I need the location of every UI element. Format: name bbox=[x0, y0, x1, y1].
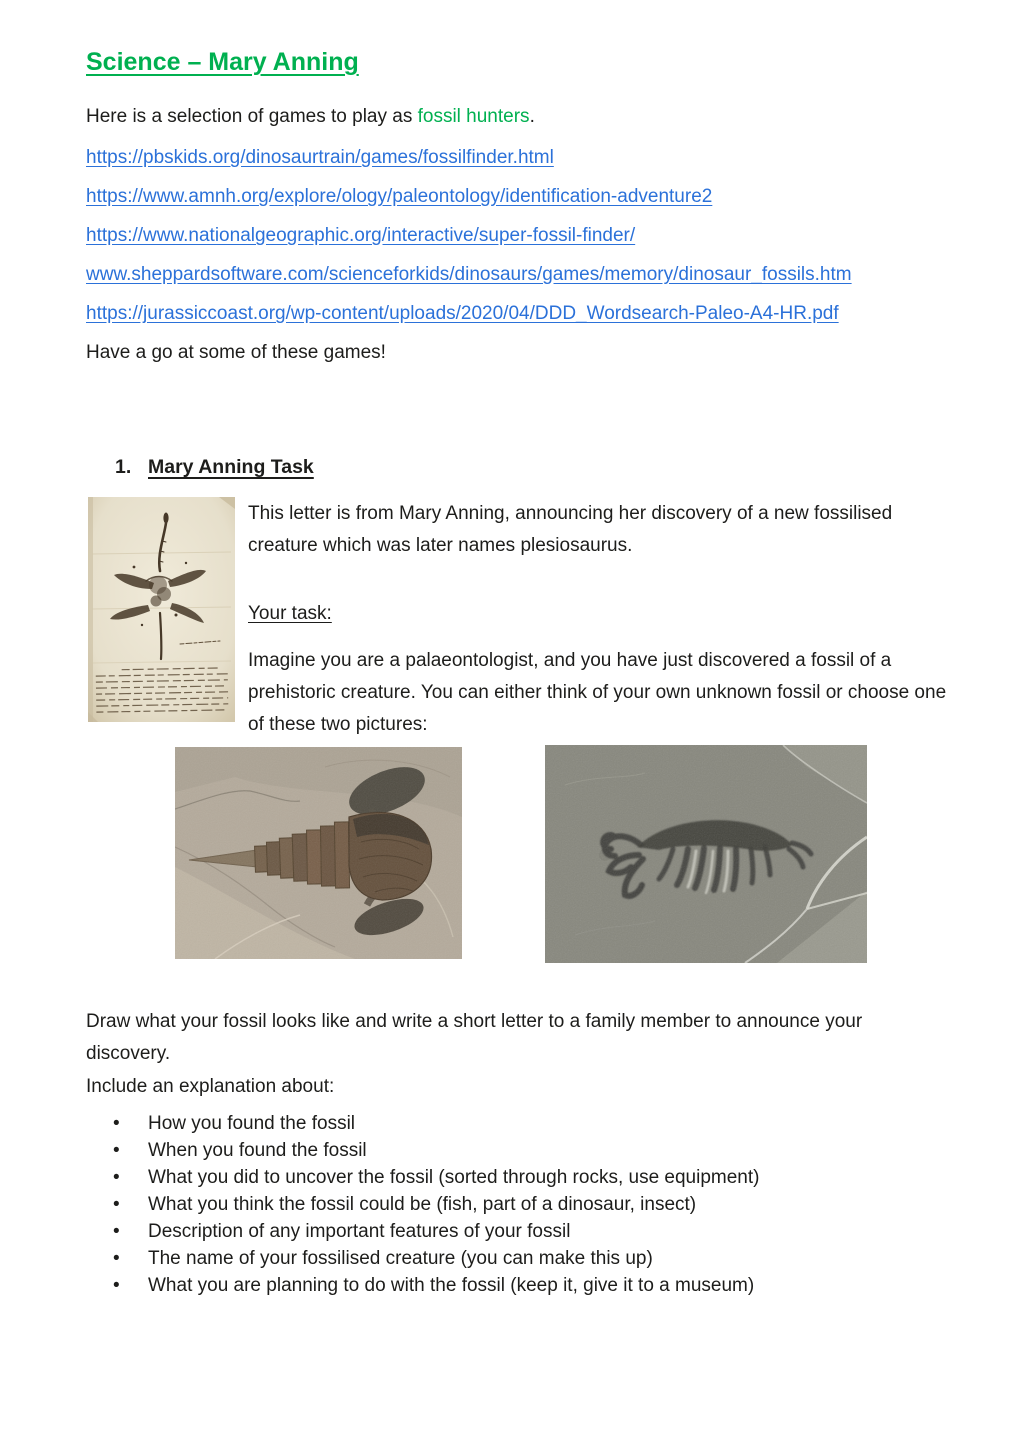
draw-instruction: Draw what your fossil looks like and write a short letter to a family member to announce your discovery. bbox=[86, 1011, 863, 1064]
mary-anning-letter-image bbox=[88, 497, 235, 722]
task-instructions: Imagine you are a palaeontologist, and you have just discovered a fossil of a prehistoric creature. You can either think of your own unknown fossil or choose one of these two pictures: bbox=[248, 650, 947, 735]
intro-suffix: . bbox=[529, 106, 535, 127]
intro-prefix: Here is a selection of games to play as bbox=[86, 106, 418, 127]
intro-paragraph bbox=[86, 104, 535, 129]
bullet-item: • How you found the fossil bbox=[86, 1110, 946, 1137]
game-link-amnh[interactable]: https://www.amnh.org/explore/ology/paleontology/identification-adventure2 bbox=[86, 186, 713, 207]
task-heading-text: Mary Anning Task bbox=[148, 456, 314, 478]
task-heading bbox=[115, 456, 314, 479]
bullet-item: • What you are planning to do with the fossil (keep it, give it to a museum) bbox=[86, 1272, 946, 1299]
game-link-jurassiccoast[interactable]: https://jurassiccoast.org/wp-content/uploads/2020/04/DDD_Wordsearch-Paleo-A4-HR.pdf bbox=[86, 303, 839, 324]
bullet-item: • What you think the fossil could be (fish, part of a dinosaur, insect) bbox=[86, 1191, 946, 1218]
intro-highlight: fossil hunters bbox=[417, 106, 530, 127]
game-link-fossilfinder[interactable]: https://pbskids.org/dinosaurtrain/games/fossilfinder.html bbox=[86, 147, 554, 168]
explanation-bullet-list bbox=[86, 1110, 946, 1299]
fossil-photo-shrimp-creature bbox=[545, 745, 867, 963]
bullet-item: • Description of any important features of your fossil bbox=[86, 1218, 946, 1245]
task-text-column bbox=[248, 498, 960, 741]
task-number: 1. bbox=[115, 456, 132, 478]
bullet-item: • The name of your fossilised creature (you can make this up) bbox=[86, 1245, 946, 1272]
game-link-natgeo[interactable]: https://www.nationalgeographic.org/interactive/super-fossil-finder/ bbox=[86, 225, 636, 246]
bullet-item: • What you did to uncover the fossil (sorted through rocks, use equipment) bbox=[86, 1164, 946, 1191]
closing-line: Have a go at some of these games! bbox=[86, 342, 386, 363]
page-title: Science – Mary Anning bbox=[86, 48, 359, 76]
task-description: This letter is from Mary Anning, announcing her discovery of a new fossilised creature which was later names plesiosaurus. bbox=[248, 503, 893, 556]
include-heading: Include an explanation about: bbox=[86, 1076, 335, 1097]
bullet-item: • When you found the fossil bbox=[86, 1137, 946, 1164]
fossil-photo-sea-scorpion bbox=[175, 747, 462, 959]
your-task-subheading: Your task: bbox=[248, 603, 332, 624]
game-link-sheppard[interactable]: www.sheppardsoftware.com/scienceforkids/dinosaurs/games/memory/dinosaur_fossils.htm bbox=[86, 264, 852, 285]
game-links-list bbox=[86, 145, 852, 340]
